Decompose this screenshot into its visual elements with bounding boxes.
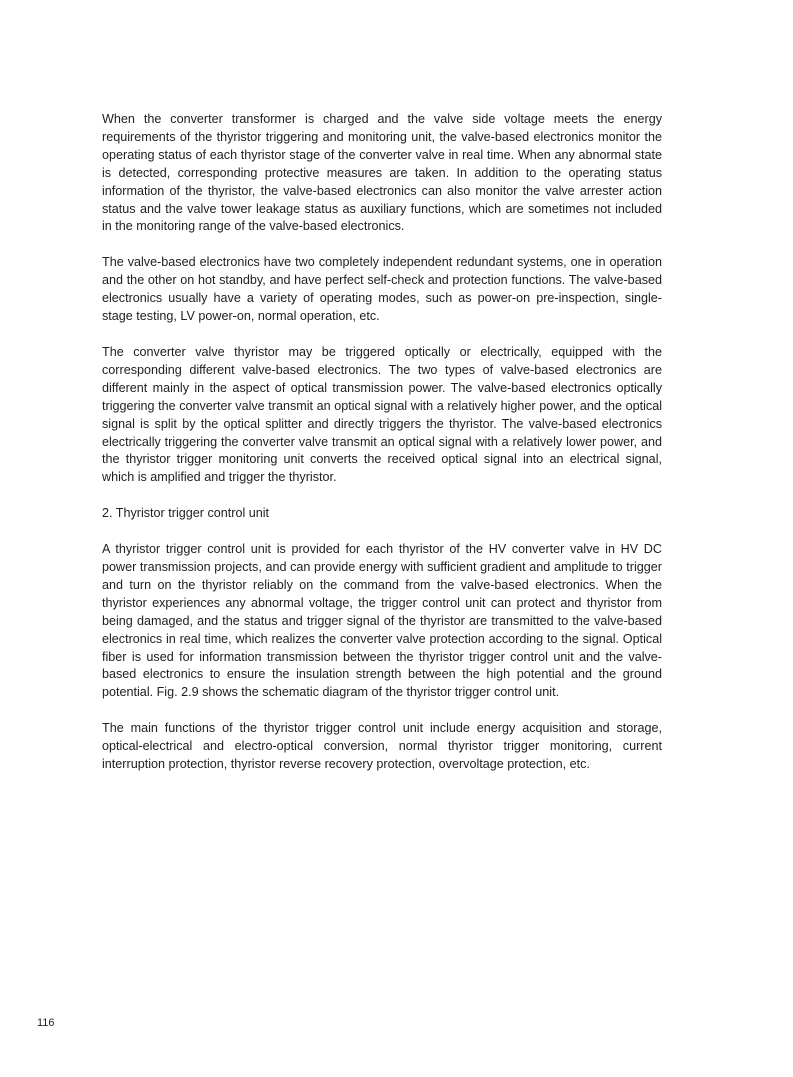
paragraph-triggering-modes: The converter valve thyristor may be triggered optically or electrically, equipped with the corresponding different valve-based electronics. The two types of valve-based electronics are different mainly in the aspect of optical transmission power. The valve-based electronics optically triggering the converter valve transmit an optical signal with a relatively higher power, and the optical signal is split by the optical splitter and directly triggers the thyristor. The valve-based electronics electrically triggering the converter valve transmit an optical signal with a relatively lower power, and the thyristor trigger monitoring unit converts the received optical signal into an electrical signal, which is amplified and trigger the thyristor.	[102, 344, 662, 485]
page-number: 116	[37, 1017, 55, 1029]
paragraph-redundant-systems: The valve-based electronics have two completely independent redundant systems, one in operation and the other on hot standby, and have perfect self-check and protection functions. The valve-based electronics usually have a variety of operating modes, such as power-on pre-inspection, single-stage testing, LV power-on, normal operation, etc.	[102, 255, 662, 324]
page-body	[102, 111, 662, 792]
paragraph-trigger-control-unit: A thyristor trigger control unit is provided for each thyristor of the HV converter valve in HV DC power transmission projects, and can provide energy with sufficient gradient and amplitude to trigger and turn on the thyristor reliably on the command from the valve-based electronics. When the thyristor experiences any abnormal voltage, the trigger control unit can protect and thyristor from being damaged, and the status and trigger signal of the thyristor are transmitted to the valve-based electronics in real time, which realizes the converter valve protection according to the signal. Optical fiber is used for information transmission between the thyristor trigger control unit and the valve-based electronics to ensure the insulation strength between the high potential and the ground potential. Fig. 2.9 shows the schematic diagram of the thyristor trigger control unit.	[102, 542, 662, 700]
section-heading: 2. Thyristor trigger control unit	[102, 506, 270, 521]
paragraph-main-functions: The main functions of the thyristor trigger control unit include energy acquisition and storage, optical-electrical and electro-optical conversion, normal thyristor trigger monitoring, current interruption protection, thyristor reverse recovery protection, overvoltage protection, etc.	[102, 721, 662, 772]
paragraph-monitoring: When the converter transformer is charged and the valve side voltage meets the energy requirements of the thyristor triggering and monitoring unit, the valve-based electronics monitor the operating status of each thyristor stage of the converter valve in real time. When any abnormal state is detected, corresponding protective measures are taken. In addition to the operating status information of the thyristor, the valve-based electronics can also monitor the valve arrester action status and the valve tower leakage status as auxiliary functions, which are sometimes not included in the monitoring range of the valve-based electronics.	[102, 112, 662, 234]
